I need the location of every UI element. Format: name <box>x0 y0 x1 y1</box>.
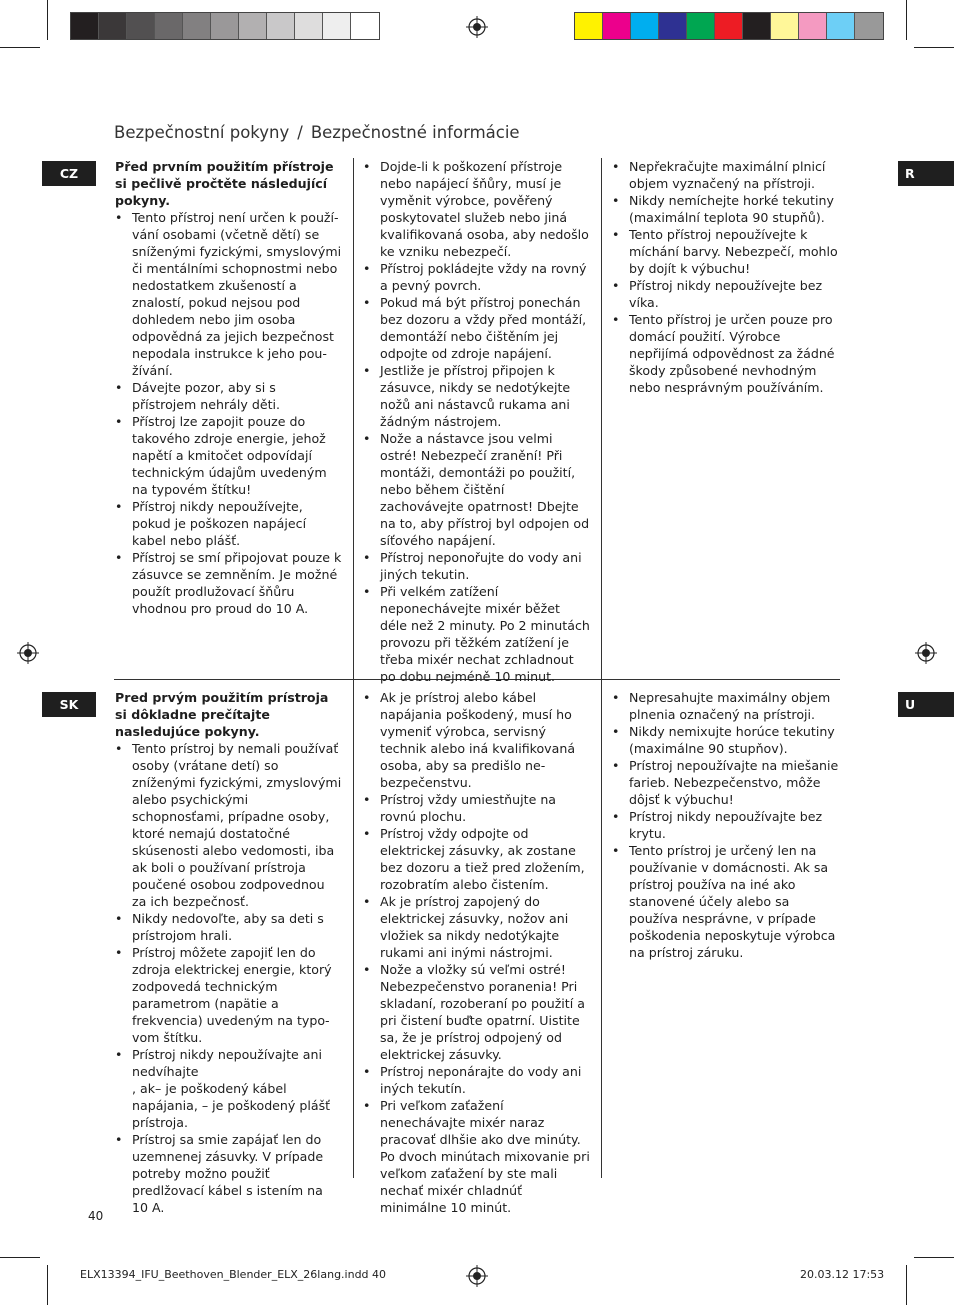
color-swatch <box>351 13 379 39</box>
color-swatch <box>799 13 827 39</box>
color-swatch <box>239 13 267 39</box>
list-item: • Prístroj neponárajte do vody ani iných tekutín. <box>363 1063 590 1097</box>
sk-list-3 <box>612 689 839 961</box>
list-item: • Nikdy nedovoľte, aby sa deti s prístrojom hrali. <box>115 910 342 944</box>
column-divider <box>601 679 602 1178</box>
language-tab-cz: CZ <box>42 161 96 186</box>
cz-intro: Před prvním použitím přístroje si pečlivě pročtěte následující pokyny. <box>115 159 334 208</box>
sk-column-2 <box>363 689 590 1216</box>
registration-mark-icon <box>17 642 39 664</box>
list-item: • Dojde-li k poškození přístroje nebo napájecí šňůry, musí je vyměnit výrobce, pověřený poskytovatel služeb nebo jiná kvalifikovaná osoba, aby nedošlo ke vzniku nebezpečí. <box>363 158 590 260</box>
list-item: • Při velkém zatížení neponechávejte mixér běžet déle než 2 minuty. Po 2 minutách provozu při těžkém zatížení je třeba mixér nechat zchladnout po dobu nejméně 10 minut. <box>363 583 590 685</box>
list-item: • Prístroj môžete zapojiť len do zdroja elektrickej energie, ktorý zodpovedá technickým parametrom (napätie a frekvencia) uvedeným na typovom štítku. <box>115 944 342 1046</box>
date-time: 20.03.12 17:53 <box>800 1268 885 1281</box>
color-swatch <box>715 13 743 39</box>
column-divider <box>353 679 354 1178</box>
list-item: • Prístroj vždy umiestňujte na rovnú plochu. <box>363 791 590 825</box>
color-swatch <box>99 13 127 39</box>
language-tab-sk: SK <box>42 692 96 717</box>
crop-mark <box>906 0 907 40</box>
gray-color-bar <box>70 12 380 40</box>
crop-mark <box>0 47 40 48</box>
list-item: • Ak je prístroj zapojený do elektrickej zásuvky, nožov ani vložiek sa nikdy nedotýkajte rukami ani inými nástrojmi. <box>363 893 590 961</box>
list-item: • Přístroj se smí připojovat pouze k zásuvce se zemněním. Je možné použít prodlužovací šňůru vhodnou pro proud do 10 A. <box>115 549 342 617</box>
list-item: • Dávejte pozor, aby si s přístrojem nehrály děti. <box>115 379 342 413</box>
list-item: • Přístroj nikdy nepoužívejte, pokud je poškozen napájecí kabel nebo plášť. <box>115 498 342 549</box>
cz-list-2 <box>363 158 590 685</box>
registration-mark-icon <box>466 1265 488 1287</box>
list-item: • Nikdy nemixujte horúce tekutiny (maximálne 90 stupňov). <box>612 723 839 757</box>
crop-mark <box>914 1257 954 1258</box>
list-item: • Nože a nástavce jsou velmi ostré! Nebezpečí zranění! Při montáži, demontáži po použití, nebo během čištění zachovávejte opatrnost! Dbejte na to, aby přístroj byl odpojen od síťového napájení. <box>363 430 590 549</box>
color-swatch <box>771 13 799 39</box>
crop-mark <box>47 0 48 40</box>
color-swatch <box>211 13 239 39</box>
list-item: • Tento prístroj je určený len na používanie v domácnosti. Ak sa prístroj používa na iné ako stanovené účely alebo sa používa nesprávne, v prípade poškodenia neposkytuje výrobca na prístroj záruku. <box>612 842 839 961</box>
color-swatch <box>155 13 183 39</box>
list-item: • Pri veľkom zaťažení nenechávajte mixér naraz pracovať dlhšie ako dve minúty. Po dvoch minútach mixovanie pri veľkom zaťažení by ste mali nechať mixér chladnúť minimálne 10 minút. <box>363 1097 590 1216</box>
file-info: ELX13394_IFU_Beethoven_Blender_ELX_26lang.indd 40 <box>80 1268 387 1281</box>
list-item: • Pokud má být přístroj ponechán bez dozoru a vždy před montáží, demontáží nebo čištěním jej odpojte od zdroje napájení. <box>363 294 590 362</box>
process-color-bar <box>574 12 884 40</box>
registration-mark-icon <box>915 642 937 664</box>
sk-column-1 <box>115 689 342 1216</box>
color-swatch <box>603 13 631 39</box>
color-swatch <box>827 13 855 39</box>
list-item: • Jestliže je přístroj připojen k zásuvce, nikdy se nedotýkejte nožů ani nástavců rukama ani žádným nástrojem. <box>363 362 590 430</box>
cz-column-1 <box>115 158 342 617</box>
list-item: • Prístroj vždy odpojte od elektrickej zásuvky, ak zostane bez dozoru a tiež pred zložením, rozobratím alebo čistením. <box>363 825 590 893</box>
color-swatch <box>267 13 295 39</box>
list-item: • Přístroj pokládejte vždy na rovný a pevný povrch. <box>363 260 590 294</box>
crop-mark <box>906 1265 907 1305</box>
color-swatch <box>743 13 771 39</box>
sk-list-2 <box>363 689 590 1216</box>
list-item: • Přístroj neponořujte do vody ani jiných tekutin. <box>363 549 590 583</box>
color-swatch <box>323 13 351 39</box>
list-item: • Prístroj sa smie zapájať len do uzemnenej zásuvky. V prípade potreby možno použiť predlžovací kábel s istením na 10 A. <box>115 1131 342 1216</box>
sk-column-3 <box>612 689 839 961</box>
page-number: 40 <box>88 1209 104 1223</box>
color-swatch <box>183 13 211 39</box>
list-item: • Prístroj nikdy nepoužívajte bez krytu. <box>612 808 839 842</box>
cz-list-3 <box>612 158 839 396</box>
color-swatch <box>855 13 883 39</box>
registration-mark-icon <box>466 16 488 38</box>
column-divider <box>353 158 354 679</box>
color-swatch <box>575 13 603 39</box>
list-item: • Ak je prístroj alebo kábel napájania poškodený, musí ho vymeniť výrobca, servisný technik alebo iná kvalifikovaná osoba, aby sa predišlo nebezpečenstvu. <box>363 689 590 791</box>
color-swatch <box>687 13 715 39</box>
color-swatch <box>71 13 99 39</box>
title-separator: / <box>297 123 303 142</box>
title-sk: Bezpečnostné informácie <box>310 123 520 142</box>
language-tab-next-bottom: U <box>898 692 954 717</box>
cz-list-1 <box>115 209 342 617</box>
page-title <box>114 123 520 142</box>
list-item: • Tento přístroj je určen pouze pro domácí použití. Výrobce nepřijímá odpovědnost za žádné škody způsobené nevhodným nebo nesprávným používáním. <box>612 311 839 396</box>
list-item: • Přístroj nikdy nepoužívejte bez víka. <box>612 277 839 311</box>
list-item: • Nepřekračujte maximální plnicí objem vyznačený na přístroji. <box>612 158 839 192</box>
list-item: • Tento přístroj není určen k používání osobami (včetně dětí) se sníženými fyzickými, smyslovými či mentálními schopnostmi nebo nedostatkem zkušeností a znalostí, pokud nejsou pod dohledem nebo jim osoba odpovědná za jejich bezpečnost nepodala instrukce k jeho používání. <box>115 209 342 379</box>
list-item: • Nože a vložky sú veľmi ostré! Nebezpečenstvo poranenia! Pri skladaní, rozoberaní po použití a pri čistení buďte opatrní. Uistite sa, že je prístroj odpojený od elektrickej zásuvky. <box>363 961 590 1063</box>
list-item: • Nikdy nemíchejte horké tekutiny (maximální teplota 90 stupňů). <box>612 192 839 226</box>
crop-mark <box>47 1265 48 1305</box>
list-item: • Prístroj nepoužívajte na miešanie farieb. Nebezpečenstvo, môže dôjsť k výbuchu! <box>612 757 839 808</box>
sk-list-1 <box>115 740 342 1216</box>
color-swatch <box>631 13 659 39</box>
list-item: • Nepresahujte maximálny objem plnenia označený na prístroji. <box>612 689 839 723</box>
list-item: • Tento přístroj nepoužívejte k míchání barvy. Nebezpečí, mohlo by dojít k výbuchu! <box>612 226 839 277</box>
list-item: • Tento prístroj by nemali používať osoby (vrátane detí) so zníženými fyzickými, zmyslovými alebo psychickými schopnosťami, prípadne osoby, ktoré nemajú dostatočné skúsenosti alebo vedomosti, iba ak boli o používaní prístroja poučené osobou zodpovednou za ich bezpečnosť. <box>115 740 342 910</box>
list-item: • Přístroj lze zapojit pouze do takového zdroje energie, jehož napětí a kmitočet odpovídají technickým údajům uvedeným na typovém štítku! <box>115 413 342 498</box>
color-swatch <box>127 13 155 39</box>
color-swatch <box>295 13 323 39</box>
crop-mark <box>0 1257 40 1258</box>
list-item: • Prístroj nikdy nepoužívajte ani nedvíhajte , ak– je poškodený kábel napájania, – je poškodený plášť prístroja. <box>115 1046 342 1131</box>
color-swatch <box>659 13 687 39</box>
column-divider <box>601 158 602 679</box>
title-cz: Bezpečnostní pokyny <box>114 123 290 142</box>
language-tab-next-top: R <box>898 161 954 186</box>
crop-mark <box>914 47 954 48</box>
sk-intro: Pred prvým použitím prístroja si dôkladne prečítajte nasledujúce pokyny. <box>115 690 329 739</box>
cz-column-3 <box>612 158 839 396</box>
cz-column-2 <box>363 158 590 685</box>
